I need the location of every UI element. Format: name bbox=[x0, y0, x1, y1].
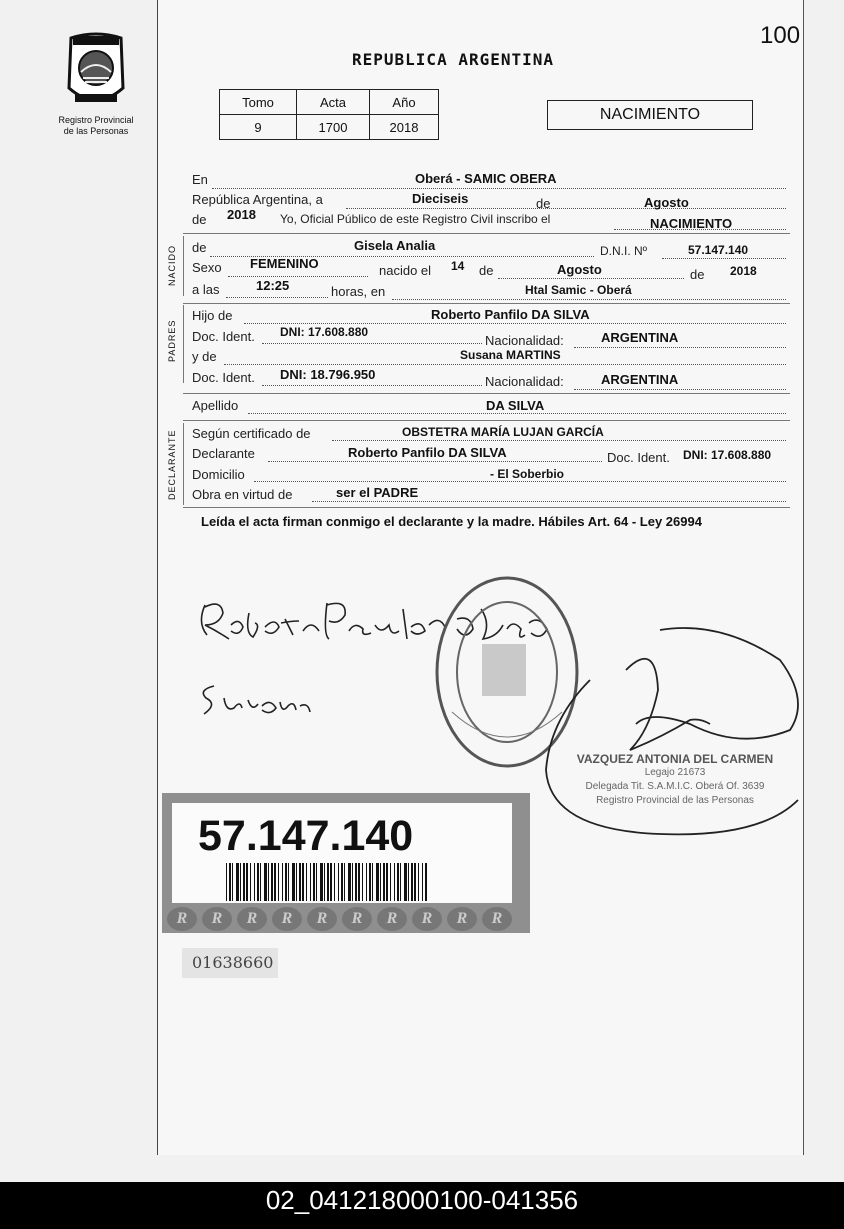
hijo-de-label: Hijo de bbox=[192, 308, 233, 323]
barcode-bar bbox=[397, 863, 399, 901]
barcode-bar bbox=[264, 863, 267, 901]
apellido-label: Apellido bbox=[192, 398, 239, 413]
barcode-bar bbox=[271, 863, 273, 901]
section-divider bbox=[183, 393, 790, 394]
barcode-bar bbox=[229, 863, 231, 901]
barcode-bar bbox=[330, 863, 332, 901]
watermark-letter: R bbox=[447, 907, 477, 931]
declarante-label: Declarante bbox=[192, 446, 255, 461]
birth-day-value: 14 bbox=[451, 259, 465, 273]
official-name-block bbox=[555, 752, 795, 808]
y-de-label: y de bbox=[192, 349, 217, 364]
watermark-row bbox=[167, 907, 517, 931]
barcode-bar bbox=[394, 863, 395, 901]
dotted-line bbox=[228, 276, 368, 277]
acta-value: 1700 bbox=[297, 115, 370, 140]
republica-label: República Argentina, a bbox=[192, 192, 323, 207]
barcode-bar bbox=[348, 863, 351, 901]
dotted-line bbox=[662, 258, 786, 259]
watermark-letter: R bbox=[272, 907, 302, 931]
dotted-line bbox=[332, 440, 786, 441]
doc-ident-label: Doc. Ident. bbox=[607, 450, 670, 465]
month-value: Agosto bbox=[644, 195, 689, 210]
de-label: de bbox=[690, 267, 705, 282]
barcode-bar bbox=[288, 863, 289, 901]
barcode-bar bbox=[338, 863, 339, 901]
barcode-bar bbox=[306, 863, 307, 901]
anio-value: 2018 bbox=[370, 115, 439, 140]
barcode-bar bbox=[369, 863, 371, 901]
dotted-line bbox=[392, 299, 786, 300]
barcode-bar bbox=[390, 863, 391, 901]
watermark-letter: R bbox=[342, 907, 372, 931]
en-label: En bbox=[192, 172, 208, 187]
barcode-bar bbox=[404, 863, 407, 901]
barcode-bar bbox=[327, 863, 329, 901]
tomo-acta-table bbox=[219, 89, 439, 140]
barcode-bar bbox=[296, 863, 297, 901]
padres-section-label: PADRES bbox=[167, 319, 177, 362]
page-number: 100 bbox=[760, 22, 801, 49]
section-divider bbox=[183, 420, 790, 421]
barcode-bar bbox=[316, 863, 317, 901]
barcode-bar bbox=[302, 863, 304, 901]
section-divider bbox=[183, 507, 790, 508]
child-name-value: Gisela Analia bbox=[354, 238, 436, 253]
section-bar bbox=[183, 236, 184, 296]
barcode-bar bbox=[285, 863, 287, 901]
barcode-bar bbox=[380, 863, 381, 901]
alas-label: a las bbox=[192, 282, 220, 297]
oficial-text: Yo, Oficial Público de este Registro Civil inscribo el bbox=[280, 212, 551, 226]
official-name: VAZQUEZ ANTONIA DEL CARMEN bbox=[576, 752, 774, 766]
de-label: de bbox=[192, 212, 207, 227]
barcode-bar bbox=[386, 863, 388, 901]
de-label: de bbox=[536, 196, 551, 211]
barcode-bar bbox=[320, 863, 323, 901]
dotted-line bbox=[212, 188, 786, 189]
watermark-letter: R bbox=[412, 907, 442, 931]
barcode-bar bbox=[292, 863, 295, 901]
barcode-bar bbox=[268, 863, 269, 901]
barcode-bar bbox=[341, 863, 343, 901]
barcode-bar bbox=[418, 863, 419, 901]
barcode-bar bbox=[355, 863, 357, 901]
barcode-icon bbox=[226, 863, 428, 901]
doc-ident-label: Doc. Ident. bbox=[192, 370, 255, 385]
dotted-line bbox=[574, 389, 786, 390]
dotted-line bbox=[268, 461, 602, 462]
barcode-bar bbox=[254, 863, 255, 901]
barcode-bar bbox=[324, 863, 325, 901]
barcode-bar bbox=[282, 863, 283, 901]
barcode-bar bbox=[411, 863, 413, 901]
tomo-value: 9 bbox=[220, 115, 297, 140]
dotted-line bbox=[262, 385, 482, 386]
mother-nationality-value: ARGENTINA bbox=[601, 372, 679, 387]
horas-en-label: horas, en bbox=[331, 284, 386, 299]
year-value: 2018 bbox=[227, 207, 256, 222]
dotted-line bbox=[244, 323, 786, 324]
barcode-bar bbox=[278, 863, 279, 901]
barcode-bar bbox=[414, 863, 416, 901]
closing-note: Leída el acta firman conmigo el declarante y la madre. Hábiles Art. 64 - Ley 26994 bbox=[201, 514, 702, 529]
barcode-bar bbox=[425, 863, 427, 901]
surname-value: DA SILVA bbox=[486, 398, 545, 413]
watermark-letter: R bbox=[482, 907, 512, 931]
watermark-letter: R bbox=[307, 907, 337, 931]
sex-value: FEMENINO bbox=[250, 256, 319, 271]
barcode-bar bbox=[344, 863, 345, 901]
barcode-bar bbox=[334, 863, 335, 901]
barcode-bar bbox=[366, 863, 367, 901]
dotted-line bbox=[254, 481, 786, 482]
barcode-bar bbox=[274, 863, 276, 901]
barcode-bar bbox=[310, 863, 311, 901]
nacionalidad-label: Nacionalidad: bbox=[485, 333, 564, 348]
barcode-bar bbox=[400, 863, 401, 901]
mother-signature bbox=[196, 680, 316, 720]
official-signature bbox=[540, 620, 810, 850]
dotted-line bbox=[498, 278, 684, 279]
nacido-section-label: NACIDO bbox=[167, 244, 177, 286]
barcode-bar bbox=[240, 863, 241, 901]
dni-big-number: 57.147.140 bbox=[198, 812, 414, 860]
barcode-bar bbox=[358, 863, 360, 901]
barcode-bar bbox=[257, 863, 259, 901]
watermark-letter: R bbox=[167, 907, 197, 931]
obra-label: Obra en virtud de bbox=[192, 487, 293, 502]
official-position: Delegada Tit. S.A.M.I.C. Oberá Of. 3639 bbox=[585, 781, 765, 792]
domicilio-label: Domicilio bbox=[192, 467, 245, 482]
declarant-role-value: ser el PADRE bbox=[336, 485, 419, 500]
barcode-bar bbox=[226, 863, 227, 901]
father-dni-value: DNI: 17.608.880 bbox=[280, 325, 369, 339]
dotted-line bbox=[312, 501, 786, 502]
provincial-seal-icon bbox=[61, 30, 131, 112]
barcode-bar bbox=[352, 863, 353, 901]
barcode-bar bbox=[313, 863, 315, 901]
barcode-bar bbox=[372, 863, 373, 901]
address-value: - El Soberbio bbox=[490, 467, 565, 481]
scan-filename: 02_041218000100-041356 bbox=[0, 1182, 844, 1229]
birth-month-value: Agosto bbox=[557, 262, 602, 277]
dotted-line bbox=[224, 364, 786, 365]
mother-name-value: Susana MARTINS bbox=[460, 348, 561, 362]
logo-caption-line2: de las Personas bbox=[63, 126, 129, 136]
day-text-value: Dieciseis bbox=[412, 191, 469, 206]
dotted-line bbox=[574, 347, 786, 348]
tomo-header: Tomo bbox=[220, 90, 297, 115]
anio-header: Año bbox=[370, 90, 439, 115]
barcode-bar bbox=[422, 863, 423, 901]
section-bar bbox=[183, 305, 184, 383]
mother-dni-value: DNI: 18.796.950 bbox=[280, 367, 376, 382]
inscription-value: NACIMIENTO bbox=[650, 216, 733, 231]
declarante-section-label: DECLARANTE bbox=[167, 429, 177, 500]
nacido-el-label: nacido el bbox=[379, 263, 432, 278]
official-registry: Registro Provincial de las Personas bbox=[596, 795, 754, 806]
birth-year-value: 2018 bbox=[730, 264, 757, 278]
barcode-bar bbox=[376, 863, 379, 901]
de-label: de bbox=[479, 263, 494, 278]
father-name-value: Roberto Panfilo DA SILVA bbox=[431, 307, 590, 322]
declarant-name-value: Roberto Panfilo DA SILVA bbox=[348, 445, 507, 460]
certificado-label: Según certificado de bbox=[192, 426, 311, 441]
dotted-line bbox=[248, 413, 786, 414]
sexo-label: Sexo bbox=[192, 260, 222, 275]
barcode-bar bbox=[232, 863, 233, 901]
father-nationality-value: ARGENTINA bbox=[601, 330, 679, 345]
birth-place-value: Htal Samic - Oberá bbox=[525, 283, 632, 297]
logo-caption-line1: Registro Provincial bbox=[58, 115, 134, 125]
barcode-bar bbox=[236, 863, 239, 901]
document-title: REPUBLICA ARGENTINA bbox=[352, 50, 555, 69]
barcode-bar bbox=[362, 863, 363, 901]
official-legajo: Legajo 21673 bbox=[644, 767, 706, 778]
dotted-line bbox=[226, 297, 328, 298]
dni-label: D.N.I. Nº bbox=[600, 244, 648, 258]
acta-header: Acta bbox=[297, 90, 370, 115]
declarant-dni-value: DNI: 17.608.880 bbox=[683, 448, 772, 462]
registry-logo bbox=[50, 30, 142, 137]
dotted-line bbox=[262, 343, 482, 344]
barcode-bar bbox=[383, 863, 385, 901]
certifier-value: OBSTETRA MARÍA LUJAN GARCÍA bbox=[402, 425, 604, 439]
watermark-letter: R bbox=[237, 907, 267, 931]
barcode-bar bbox=[243, 863, 245, 901]
child-dni-value: 57.147.140 bbox=[688, 243, 749, 257]
section-divider bbox=[183, 233, 790, 234]
watermark-letter: R bbox=[377, 907, 407, 931]
record-type-box: NACIMIENTO bbox=[547, 100, 753, 130]
barcode-bar bbox=[299, 863, 301, 901]
watermark-letter: R bbox=[202, 907, 232, 931]
place-value: Oberá - SAMIC OBERA bbox=[415, 171, 557, 186]
barcode-bar bbox=[250, 863, 251, 901]
serial-number: 01638660 bbox=[182, 948, 278, 978]
section-bar bbox=[183, 423, 184, 505]
birth-time-value: 12:25 bbox=[256, 278, 290, 293]
nacionalidad-label: Nacionalidad: bbox=[485, 374, 564, 389]
section-divider bbox=[183, 303, 790, 304]
barcode-bar bbox=[246, 863, 248, 901]
dotted-line bbox=[346, 208, 786, 209]
de-label: de bbox=[192, 240, 207, 255]
barcode-bar bbox=[408, 863, 409, 901]
barcode-bar bbox=[260, 863, 261, 901]
doc-ident-label: Doc. Ident. bbox=[192, 329, 255, 344]
